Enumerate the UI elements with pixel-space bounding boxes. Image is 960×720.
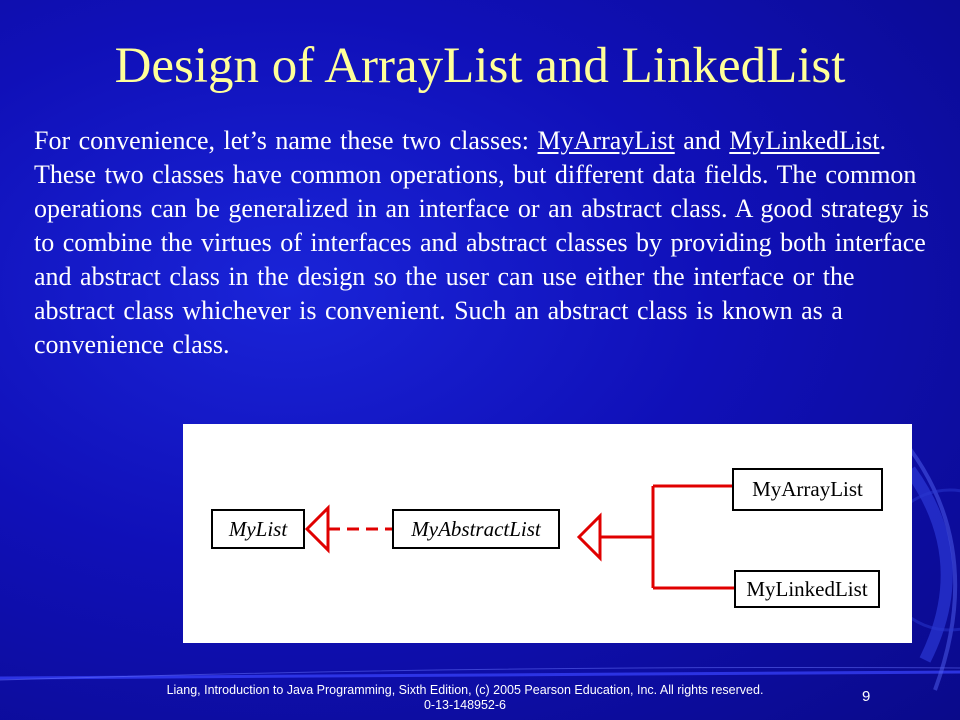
mylist-interface-box: MyList xyxy=(211,509,305,549)
mylinkedlist-box: MyLinkedList xyxy=(734,570,880,608)
myarraylist-box: MyArrayList xyxy=(732,468,883,511)
body-intro: For convenience, let’s name these two classes: xyxy=(34,126,538,155)
slide-body-text xyxy=(34,124,939,362)
uml-diagram xyxy=(183,424,912,643)
class-name-myarraylist: MyArrayList xyxy=(537,126,675,155)
myabstractlist-box: MyAbstractList xyxy=(392,509,560,549)
body-rest: . These two classes have common operations, but different data fields. The common operations can be generalized in an interface or an abstract class. A good strategy is to combine the virtues of interfaces and abstract classes by providing both interface and abstract class in the design so the user can use either the interface or the abstract class whichever is convenient. Such an abstract class is known as a convenience class. xyxy=(34,126,930,359)
page-number: 9 xyxy=(862,688,871,705)
body-and: and xyxy=(674,126,730,155)
slide-title: Design of ArrayList and LinkedList xyxy=(114,38,846,94)
realization-arrowhead xyxy=(307,508,328,550)
inheritance-arrowhead xyxy=(579,516,600,558)
class-name-mylinkedlist: MyLinkedList xyxy=(729,126,880,155)
slide-footer: Liang, Introduction to Java Programming, Sixth Edition, (c) 2005 Pearson Education, Inc. All rights reserved. 0-13-148952-6 xyxy=(166,683,764,712)
